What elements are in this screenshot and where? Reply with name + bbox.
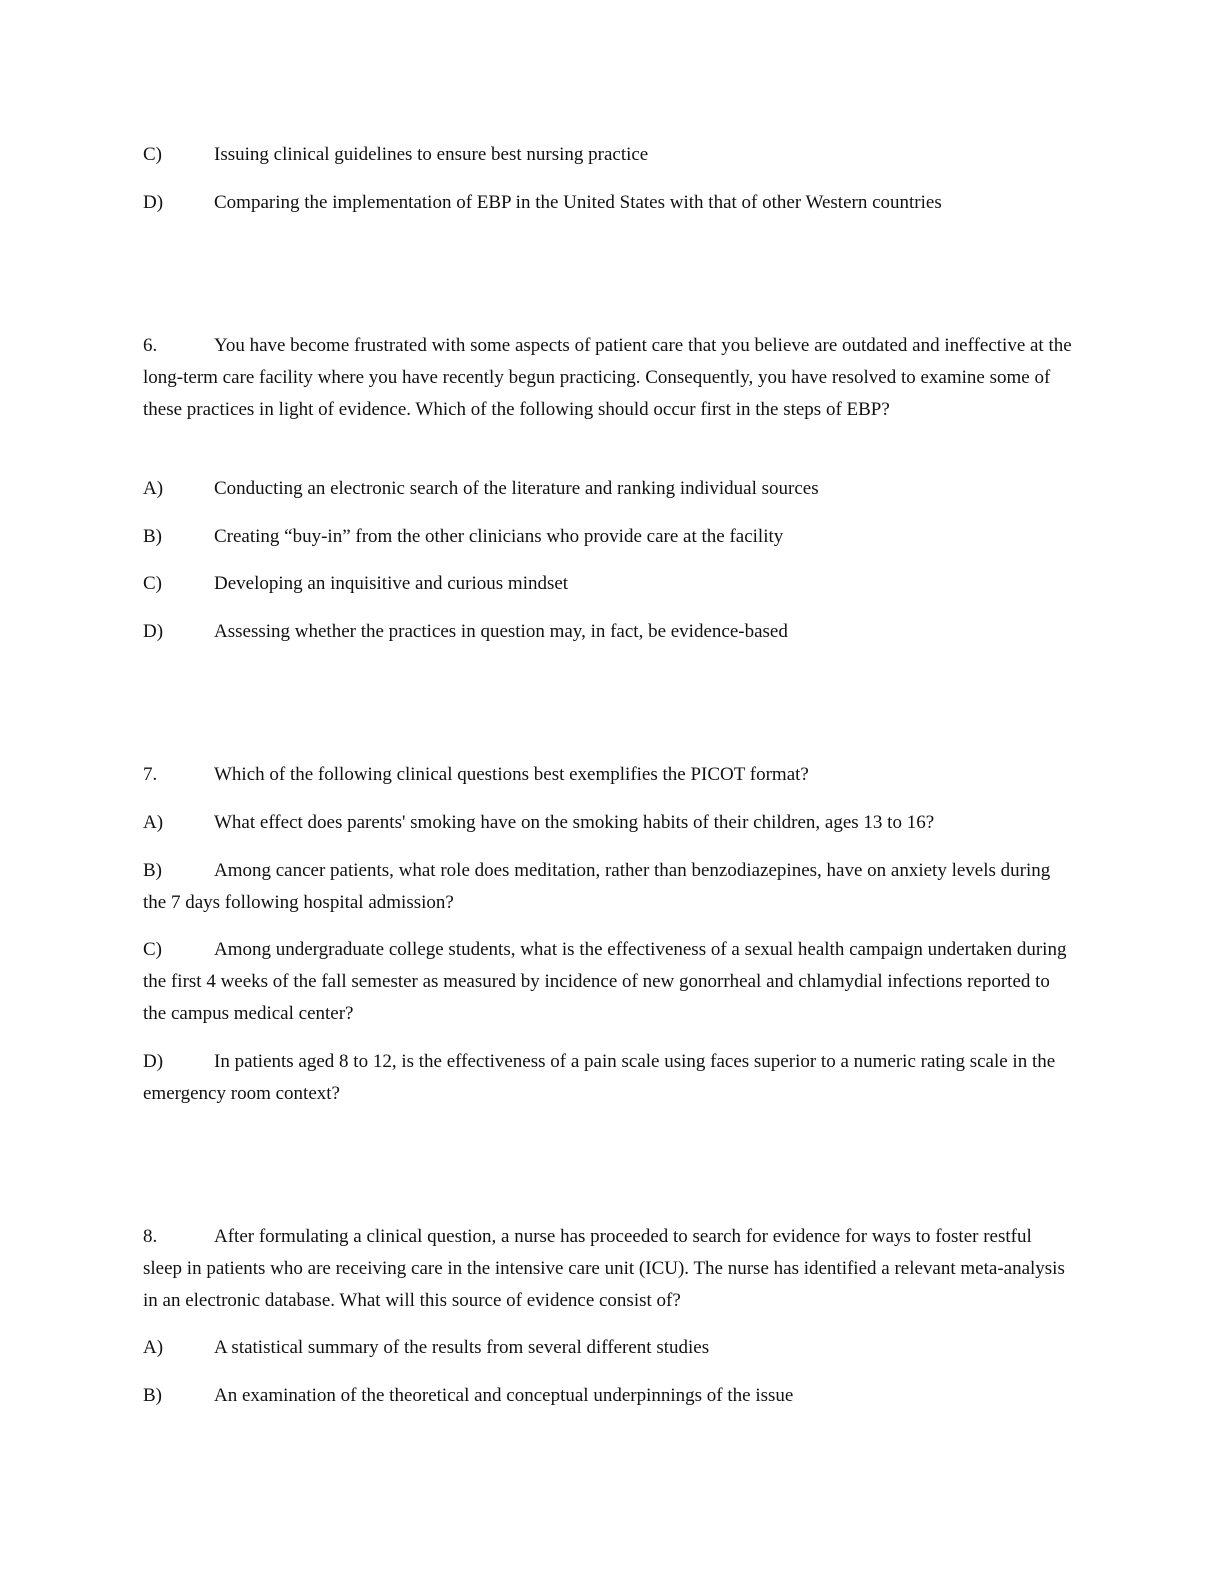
q6-stem xyxy=(143,330,1073,426)
q6-option-c xyxy=(143,568,1073,600)
option-text: Conducting an electronic search of the literature and ranking individual sources xyxy=(214,478,819,499)
option-text: Comparing the implementation of EBP in the United States with that of other Western countries xyxy=(214,192,942,213)
question-number: 7. xyxy=(143,764,158,785)
q7-option-c xyxy=(143,934,1073,1030)
option-text: Developing an inquisitive and curious mindset xyxy=(214,573,569,594)
option-text: Issuing clinical guidelines to ensure best nursing practice xyxy=(214,144,649,165)
question-text: You have become frustrated with some aspects of patient care that you believe are outdated and ineffective at the long-term care facility where you have recently begun practicing. Consequently, you have resolved to examine some of these practices in light of evidence. Which of the following should occur first in the steps of EBP? xyxy=(143,335,1072,420)
option-text: In patients aged 8 to 12, is the effectiveness of a pain scale using faces superior to a numeric rating scale in the emergency room context? xyxy=(143,1051,1056,1104)
q6-option-d xyxy=(143,616,1073,648)
option-text: Among cancer patients, what role does meditation, rather than benzodiazepines, have on anxiety levels during the 7 days following hospital admission? xyxy=(143,860,1051,913)
option-letter: B) xyxy=(143,1385,162,1406)
question-text: After formulating a clinical question, a nurse has proceeded to search for evidence for ways to foster restful sleep in patients who are receiving care in the intensive care unit (ICU). The nurse has identified a relevant meta-analysis in an electronic database. What will this source of evidence consist of? xyxy=(143,1226,1065,1311)
option-letter: D) xyxy=(143,621,164,642)
option-text: What effect does parents' smoking have on the smoking habits of their children, ages 13 to 16? xyxy=(214,812,935,833)
option-letter: B) xyxy=(143,526,162,547)
option-text: Creating “buy-in” from the other clinicians who provide care at the facility xyxy=(214,526,784,547)
q8-option-b xyxy=(143,1380,1073,1412)
option-letter: B) xyxy=(143,860,162,881)
question-number: 6. xyxy=(143,335,158,356)
option-text: An examination of the theoretical and conceptual underpinnings of the issue xyxy=(214,1385,794,1406)
question-text: Which of the following clinical questions best exemplifies the PICOT format? xyxy=(214,764,809,785)
option-text: Among undergraduate college students, what is the effectiveness of a sexual health campaign undertaken during the first 4 weeks of the fall semester as measured by incidence of new gonorrheal and chlamydial infections reported to the campus medical center? xyxy=(143,939,1067,1024)
option-letter: A) xyxy=(143,812,164,833)
option-letter: D) xyxy=(143,192,164,213)
option-text: Assessing whether the practices in question may, in fact, be evidence-based xyxy=(214,621,788,642)
q6-option-b xyxy=(143,521,1073,553)
option-letter: D) xyxy=(143,1051,164,1072)
option-letter: C) xyxy=(143,573,162,594)
q7-stem xyxy=(143,759,1073,791)
option-text: A statistical summary of the results from several different studies xyxy=(214,1337,710,1358)
q7-option-a xyxy=(143,807,1073,839)
q7-option-b xyxy=(143,855,1073,919)
q7-option-d xyxy=(143,1046,1073,1110)
q5-option-d xyxy=(143,187,1073,219)
question-number: 8. xyxy=(143,1226,158,1247)
option-letter: A) xyxy=(143,1337,164,1358)
q6-option-a xyxy=(143,473,1073,505)
option-letter: C) xyxy=(143,939,162,960)
q8-option-a xyxy=(143,1332,1073,1364)
option-letter: C) xyxy=(143,144,162,165)
option-letter: A) xyxy=(143,478,164,499)
q8-stem xyxy=(143,1221,1073,1317)
q5-option-c xyxy=(143,139,1073,171)
